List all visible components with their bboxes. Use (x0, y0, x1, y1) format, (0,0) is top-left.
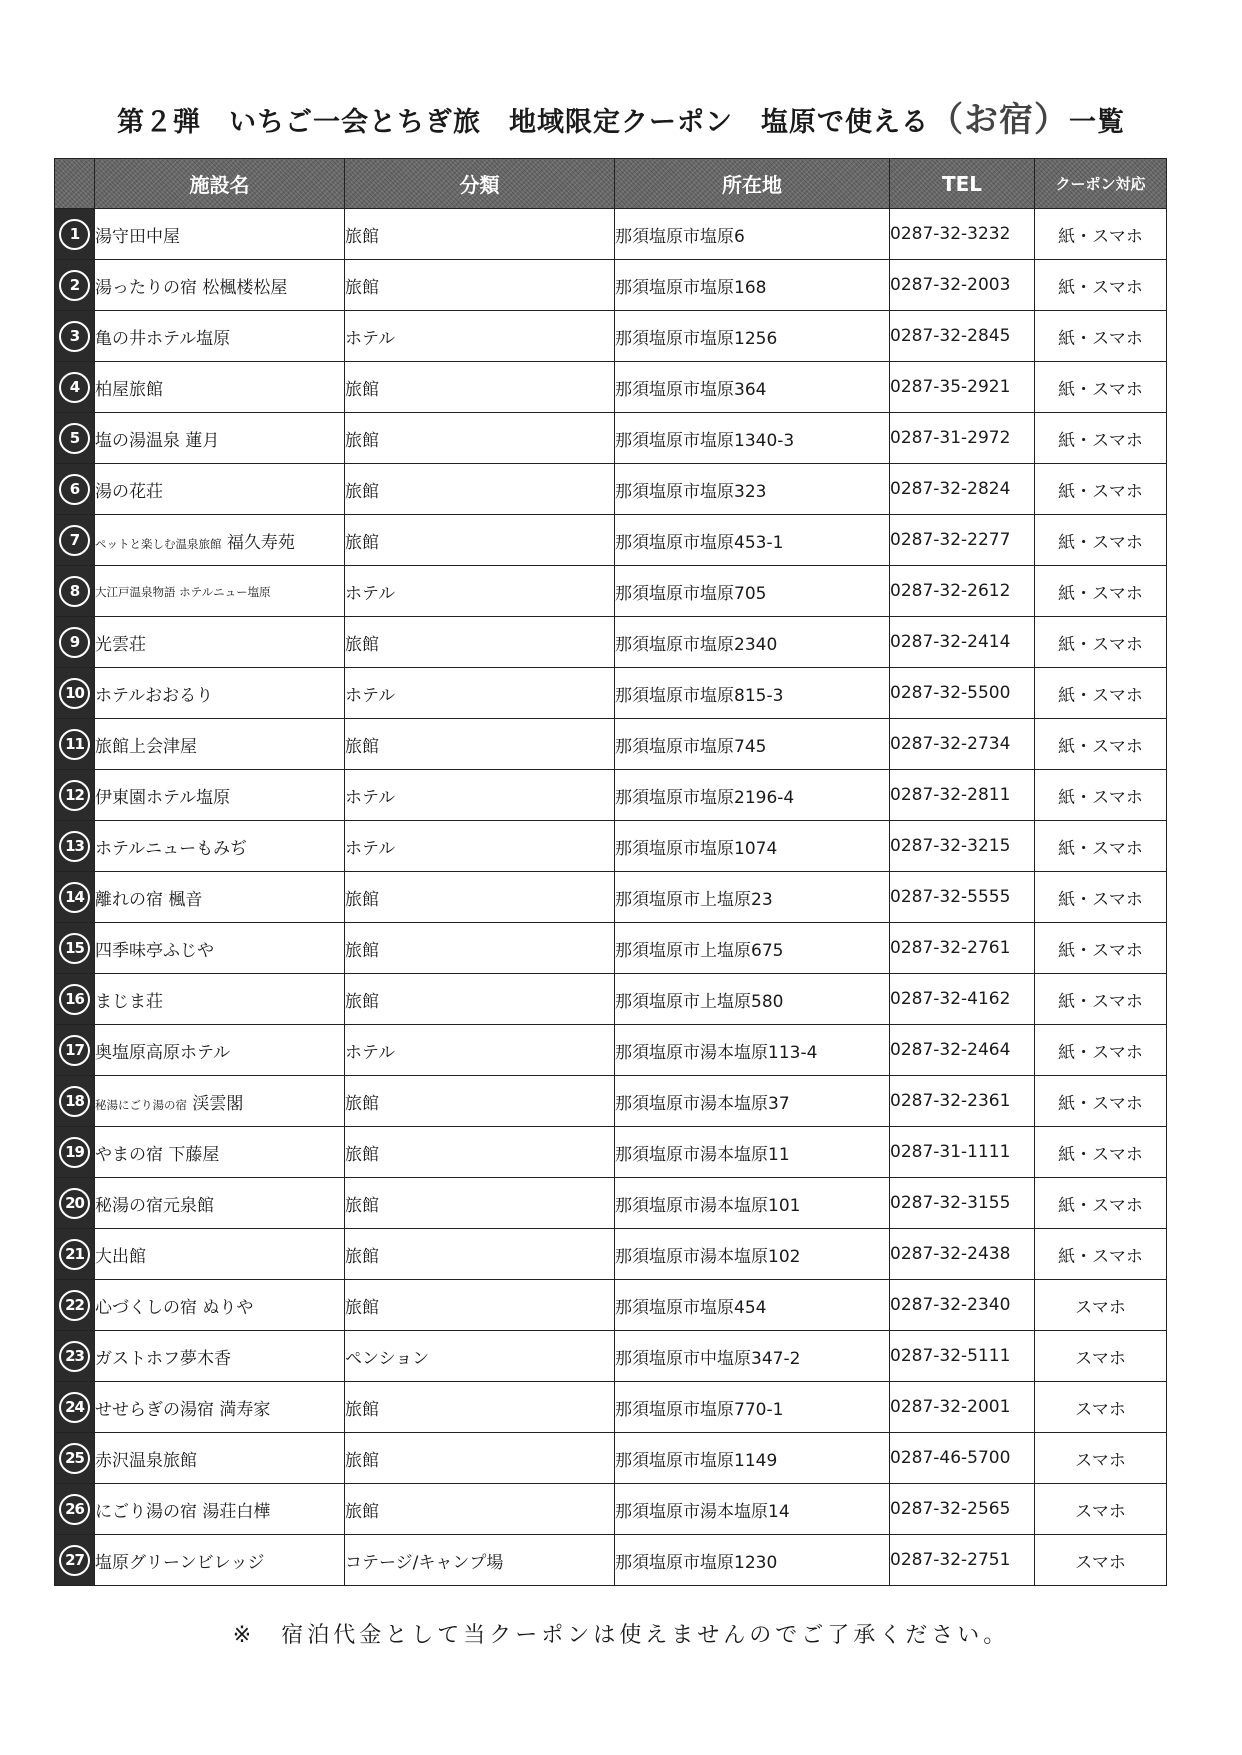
header-facility-name: 施設名 (95, 159, 345, 209)
table-row (55, 1229, 1167, 1280)
table-row (55, 617, 1167, 668)
facility-table (54, 158, 1167, 1586)
category-cell: 旅館 (345, 1229, 615, 1280)
row-number-badge: 13 (59, 831, 90, 862)
facility-name-prefix: 大江戸温泉物語 ホテルニュー塩原 (95, 585, 271, 599)
table-row (55, 1331, 1167, 1382)
facility-name: やまの宿 下藤屋 (95, 1144, 220, 1165)
category-cell: ホテル (345, 1025, 615, 1076)
facility-name-cell (95, 1076, 345, 1127)
address-cell: 那須塩原市塩原1149 (615, 1433, 890, 1484)
tel-cell: 0287-32-2277 (890, 515, 1035, 566)
row-number-cell (55, 617, 95, 668)
address-cell: 那須塩原市上塩原675 (615, 923, 890, 974)
category-cell: 旅館 (345, 617, 615, 668)
facility-name: 柏屋旅館 (95, 379, 163, 400)
row-number-cell (55, 719, 95, 770)
category-cell: ホテル (345, 668, 615, 719)
facility-name-cell (95, 1229, 345, 1280)
facility-name: 塩の湯温泉 蓮月 (95, 430, 220, 451)
row-number-cell (55, 515, 95, 566)
coupon-cell: 紙・スマホ (1035, 770, 1167, 821)
address-cell: 那須塩原市塩原1256 (615, 311, 890, 362)
row-number-cell (55, 209, 95, 260)
table-row (55, 1178, 1167, 1229)
table-row (55, 1433, 1167, 1484)
facility-name: 奥塩原高原ホテル (95, 1042, 231, 1063)
coupon-cell: 紙・スマホ (1035, 974, 1167, 1025)
facility-name-cell (95, 362, 345, 413)
row-number-badge: 27 (59, 1545, 90, 1576)
row-number-cell (55, 1280, 95, 1331)
row-number-badge: 15 (59, 933, 90, 964)
coupon-cell: 紙・スマホ (1035, 923, 1167, 974)
coupon-cell: スマホ (1035, 1433, 1167, 1484)
row-number-cell (55, 413, 95, 464)
address-cell: 那須塩原市塩原770-1 (615, 1382, 890, 1433)
row-number-cell (55, 1025, 95, 1076)
facility-name-cell (95, 1280, 345, 1331)
table-row (55, 770, 1167, 821)
row-number-cell (55, 311, 95, 362)
coupon-cell: 紙・スマホ (1035, 617, 1167, 668)
tel-cell: 0287-32-2438 (890, 1229, 1035, 1280)
address-cell: 那須塩原市中塩原347-2 (615, 1331, 890, 1382)
row-number-cell (55, 1331, 95, 1382)
row-number-cell (55, 923, 95, 974)
facility-name: 湯ったりの宿 松楓楼松屋 (95, 277, 288, 298)
row-number-cell (55, 464, 95, 515)
address-cell: 那須塩原市塩原453-1 (615, 515, 890, 566)
coupon-cell: 紙・スマホ (1035, 362, 1167, 413)
row-number-badge: 9 (59, 627, 90, 658)
address-cell: 那須塩原市湯本塩原101 (615, 1178, 890, 1229)
table-row (55, 1076, 1167, 1127)
row-number-cell (55, 1433, 95, 1484)
category-cell: 旅館 (345, 413, 615, 464)
tel-cell: 0287-32-2751 (890, 1535, 1035, 1586)
row-number-badge: 23 (59, 1341, 90, 1372)
tel-cell: 0287-32-5500 (890, 668, 1035, 719)
coupon-cell: 紙・スマホ (1035, 872, 1167, 923)
row-number-badge: 26 (59, 1494, 90, 1525)
row-number-cell (55, 1484, 95, 1535)
coupon-cell: 紙・スマホ (1035, 1025, 1167, 1076)
tel-cell: 0287-32-5111 (890, 1331, 1035, 1382)
coupon-cell: スマホ (1035, 1382, 1167, 1433)
tel-cell: 0287-32-2734 (890, 719, 1035, 770)
address-cell: 那須塩原市塩原815-3 (615, 668, 890, 719)
tel-cell: 0287-32-2811 (890, 770, 1035, 821)
row-number-badge: 2 (59, 270, 90, 301)
coupon-cell: スマホ (1035, 1331, 1167, 1382)
row-number-badge: 5 (59, 423, 90, 454)
tel-cell: 0287-32-2414 (890, 617, 1035, 668)
row-number-cell (55, 668, 95, 719)
facility-name-cell (95, 515, 345, 566)
coupon-cell: 紙・スマホ (1035, 515, 1167, 566)
coupon-cell: 紙・スマホ (1035, 464, 1167, 515)
tel-cell: 0287-31-2972 (890, 413, 1035, 464)
category-cell: 旅館 (345, 923, 615, 974)
facility-name-cell (95, 770, 345, 821)
facility-name: 湯の花荘 (95, 481, 163, 502)
tel-cell: 0287-32-2464 (890, 1025, 1035, 1076)
table-row (55, 362, 1167, 413)
table-row (55, 1025, 1167, 1076)
facility-name: 伊東園ホテル塩原 (95, 787, 231, 808)
facility-name-cell (95, 260, 345, 311)
facility-name-cell (95, 1382, 345, 1433)
row-number-badge: 6 (59, 474, 90, 505)
facility-name-cell (95, 872, 345, 923)
facility-name-cell (95, 617, 345, 668)
tel-cell: 0287-32-2361 (890, 1076, 1035, 1127)
coupon-cell: 紙・スマホ (1035, 1076, 1167, 1127)
row-number-badge: 4 (59, 372, 90, 403)
facility-name-cell (95, 1127, 345, 1178)
tel-cell: 0287-46-5700 (890, 1433, 1035, 1484)
category-cell: 旅館 (345, 1433, 615, 1484)
address-cell: 那須塩原市塩原364 (615, 362, 890, 413)
address-cell: 那須塩原市塩原2196-4 (615, 770, 890, 821)
facility-name-cell (95, 668, 345, 719)
category-cell: ホテル (345, 821, 615, 872)
tel-cell: 0287-32-2612 (890, 566, 1035, 617)
coupon-cell: 紙・スマホ (1035, 413, 1167, 464)
address-cell: 那須塩原市湯本塩原113-4 (615, 1025, 890, 1076)
table-row (55, 668, 1167, 719)
facility-name-cell (95, 1535, 345, 1586)
row-number-cell (55, 1229, 95, 1280)
coupon-cell: 紙・スマホ (1035, 719, 1167, 770)
address-cell: 那須塩原市湯本塩原37 (615, 1076, 890, 1127)
facility-name-cell (95, 413, 345, 464)
tel-cell: 0287-32-3155 (890, 1178, 1035, 1229)
row-number-badge: 24 (59, 1392, 90, 1423)
category-cell: 旅館 (345, 1178, 615, 1229)
address-cell: 那須塩原市塩原745 (615, 719, 890, 770)
category-cell: 旅館 (345, 872, 615, 923)
coupon-cell: 紙・スマホ (1035, 566, 1167, 617)
category-cell: ホテル (345, 770, 615, 821)
facility-name-cell (95, 566, 345, 617)
tel-cell: 0287-32-3232 (890, 209, 1035, 260)
address-cell: 那須塩原市塩原705 (615, 566, 890, 617)
facility-name: 亀の井ホテル塩原 (95, 328, 231, 349)
table-row (55, 923, 1167, 974)
facility-name: 湯守田中屋 (95, 226, 180, 247)
row-number-badge: 12 (59, 780, 90, 811)
address-cell: 那須塩原市上塩原580 (615, 974, 890, 1025)
title-main: 第２弾 いちご一会とちぎ旅 地域限定クーポン 塩原で使える (117, 107, 929, 138)
category-cell: 旅館 (345, 1280, 615, 1331)
header-coupon: クーポン対応 (1035, 159, 1167, 209)
facility-name-cell (95, 464, 345, 515)
facility-name-cell (95, 719, 345, 770)
row-number-badge: 20 (59, 1188, 90, 1219)
facility-name: 大出館 (95, 1246, 146, 1267)
facility-name: 離れの宿 楓音 (95, 889, 203, 910)
tel-cell: 0287-35-2921 (890, 362, 1035, 413)
coupon-cell: 紙・スマホ (1035, 1229, 1167, 1280)
tel-cell: 0287-32-2761 (890, 923, 1035, 974)
row-number-badge: 14 (59, 882, 90, 913)
tel-cell: 0287-32-2824 (890, 464, 1035, 515)
row-number-badge: 21 (59, 1239, 90, 1270)
tel-cell: 0287-32-2845 (890, 311, 1035, 362)
row-number-badge: 17 (59, 1035, 90, 1066)
table-row (55, 413, 1167, 464)
address-cell: 那須塩原市湯本塩原14 (615, 1484, 890, 1535)
row-number-badge: 7 (59, 525, 90, 556)
table-row (55, 872, 1167, 923)
coupon-cell: 紙・スマホ (1035, 311, 1167, 362)
row-number-cell (55, 1382, 95, 1433)
table-row (55, 260, 1167, 311)
facility-name-cell (95, 1025, 345, 1076)
address-cell: 那須塩原市塩原168 (615, 260, 890, 311)
table-row (55, 719, 1167, 770)
tel-cell: 0287-32-2003 (890, 260, 1035, 311)
facility-name-cell (95, 1433, 345, 1484)
facility-name: せせらぎの湯宿 満寿家 (95, 1399, 271, 1420)
facility-name: ガストホフ夢木香 (95, 1348, 231, 1369)
facility-name-cell (95, 923, 345, 974)
row-number-cell (55, 974, 95, 1025)
facility-name: 光雲荘 (95, 634, 146, 655)
header-category: 分類 (345, 159, 615, 209)
facility-name: 渓雲閣 (192, 1093, 244, 1114)
facility-name-cell (95, 209, 345, 260)
tel-cell: 0287-32-3215 (890, 821, 1035, 872)
row-number-badge: 8 (59, 576, 90, 607)
facility-name: にごり湯の宿 湯荘白樺 (95, 1501, 271, 1522)
table-row (55, 515, 1167, 566)
row-number-badge: 3 (59, 321, 90, 352)
category-cell: 旅館 (345, 260, 615, 311)
row-number-cell (55, 821, 95, 872)
row-number-cell (55, 1076, 95, 1127)
header-number (55, 159, 95, 209)
page-title (0, 92, 1242, 141)
address-cell: 那須塩原市塩原454 (615, 1280, 890, 1331)
address-cell: 那須塩原市塩原6 (615, 209, 890, 260)
row-number-badge: 16 (59, 984, 90, 1015)
table-row (55, 1127, 1167, 1178)
row-number-badge: 11 (59, 729, 90, 760)
header-address: 所在地 (615, 159, 890, 209)
facility-name: 秘湯の宿元泉館 (95, 1195, 214, 1216)
row-number-cell (55, 362, 95, 413)
address-cell: 那須塩原市塩原1230 (615, 1535, 890, 1586)
coupon-cell: 紙・スマホ (1035, 260, 1167, 311)
facility-name: ホテルおおるり (95, 685, 214, 706)
facility-name-cell (95, 821, 345, 872)
category-cell: 旅館 (345, 1127, 615, 1178)
table-row (55, 464, 1167, 515)
address-cell: 那須塩原市塩原1074 (615, 821, 890, 872)
facility-name: 四季味亭ふじや (95, 940, 214, 961)
coupon-cell: スマホ (1035, 1484, 1167, 1535)
row-number-cell (55, 1178, 95, 1229)
table-row (55, 821, 1167, 872)
facility-name: ホテルニューもみぢ (95, 838, 248, 859)
facility-name-cell (95, 311, 345, 362)
category-cell: 旅館 (345, 362, 615, 413)
facility-name: 塩原グリーンビレッジ (95, 1552, 265, 1573)
coupon-cell: スマホ (1035, 1280, 1167, 1331)
category-cell: 旅館 (345, 1076, 615, 1127)
tel-cell: 0287-32-5555 (890, 872, 1035, 923)
address-cell: 那須塩原市湯本塩原11 (615, 1127, 890, 1178)
table-row (55, 209, 1167, 260)
table-row (55, 1382, 1167, 1433)
facility-name-prefix: ペットと楽しむ温泉旅館 (95, 536, 222, 551)
coupon-cell: 紙・スマホ (1035, 668, 1167, 719)
row-number-badge: 19 (59, 1137, 90, 1168)
row-number-badge: 25 (59, 1443, 90, 1474)
table-row (55, 311, 1167, 362)
address-cell: 那須塩原市塩原323 (615, 464, 890, 515)
category-cell: 旅館 (345, 515, 615, 566)
footnote: ※ 宿泊代金として当クーポンは使えませんのでご了承ください。 (232, 1623, 1010, 1648)
facility-name-cell (95, 1178, 345, 1229)
coupon-cell: 紙・スマホ (1035, 821, 1167, 872)
row-number-cell (55, 872, 95, 923)
category-cell: 旅館 (345, 1382, 615, 1433)
facility-name: 旅館上会津屋 (95, 736, 197, 757)
category-cell: 旅館 (345, 974, 615, 1025)
category-cell: ホテル (345, 566, 615, 617)
title-tail: 一覧 (1069, 107, 1125, 138)
category-cell: 旅館 (345, 1484, 615, 1535)
facility-name: 赤沢温泉旅館 (95, 1450, 197, 1471)
tel-cell: 0287-31-1111 (890, 1127, 1035, 1178)
table-row (55, 1535, 1167, 1586)
facility-name-cell (95, 974, 345, 1025)
tel-cell: 0287-32-2001 (890, 1382, 1035, 1433)
table-row (55, 566, 1167, 617)
address-cell: 那須塩原市上塩原23 (615, 872, 890, 923)
tel-cell: 0287-32-2340 (890, 1280, 1035, 1331)
category-cell: ペンション (345, 1331, 615, 1382)
category-cell: 旅館 (345, 464, 615, 515)
category-cell: ホテル (345, 311, 615, 362)
facility-name-prefix: 秘湯にごり湯の宿 (95, 1097, 187, 1112)
coupon-cell: 紙・スマホ (1035, 1127, 1167, 1178)
table-header-row (55, 159, 1167, 209)
tel-cell: 0287-32-2565 (890, 1484, 1035, 1535)
facility-name-cell (95, 1331, 345, 1382)
tel-cell: 0287-32-4162 (890, 974, 1035, 1025)
row-number-cell (55, 1127, 95, 1178)
coupon-cell: 紙・スマホ (1035, 209, 1167, 260)
category-cell: 旅館 (345, 209, 615, 260)
address-cell: 那須塩原市湯本塩原102 (615, 1229, 890, 1280)
row-number-cell (55, 1535, 95, 1586)
table-row (55, 1280, 1167, 1331)
header-tel: TEL (890, 159, 1035, 209)
coupon-cell: 紙・スマホ (1035, 1178, 1167, 1229)
table-row (55, 974, 1167, 1025)
row-number-cell (55, 770, 95, 821)
coupon-cell: スマホ (1035, 1535, 1167, 1586)
row-number-badge: 18 (59, 1086, 90, 1117)
facility-name-cell (95, 1484, 345, 1535)
category-cell: コテージ/キャンプ場 (345, 1535, 615, 1586)
facility-name: 心づくしの宿 ぬりや (95, 1297, 254, 1318)
category-cell: 旅館 (345, 719, 615, 770)
table-row (55, 1484, 1167, 1535)
address-cell: 那須塩原市塩原1340-3 (615, 413, 890, 464)
address-cell: 那須塩原市塩原2340 (615, 617, 890, 668)
row-number-cell (55, 260, 95, 311)
title-emphasis: （お宿） (929, 100, 1069, 140)
facility-name: 福久寿苑 (226, 532, 295, 553)
row-number-cell (55, 566, 95, 617)
row-number-badge: 22 (59, 1290, 90, 1321)
row-number-badge: 1 (59, 219, 90, 250)
row-number-badge: 10 (59, 678, 90, 709)
facility-name: まじま荘 (95, 991, 163, 1012)
